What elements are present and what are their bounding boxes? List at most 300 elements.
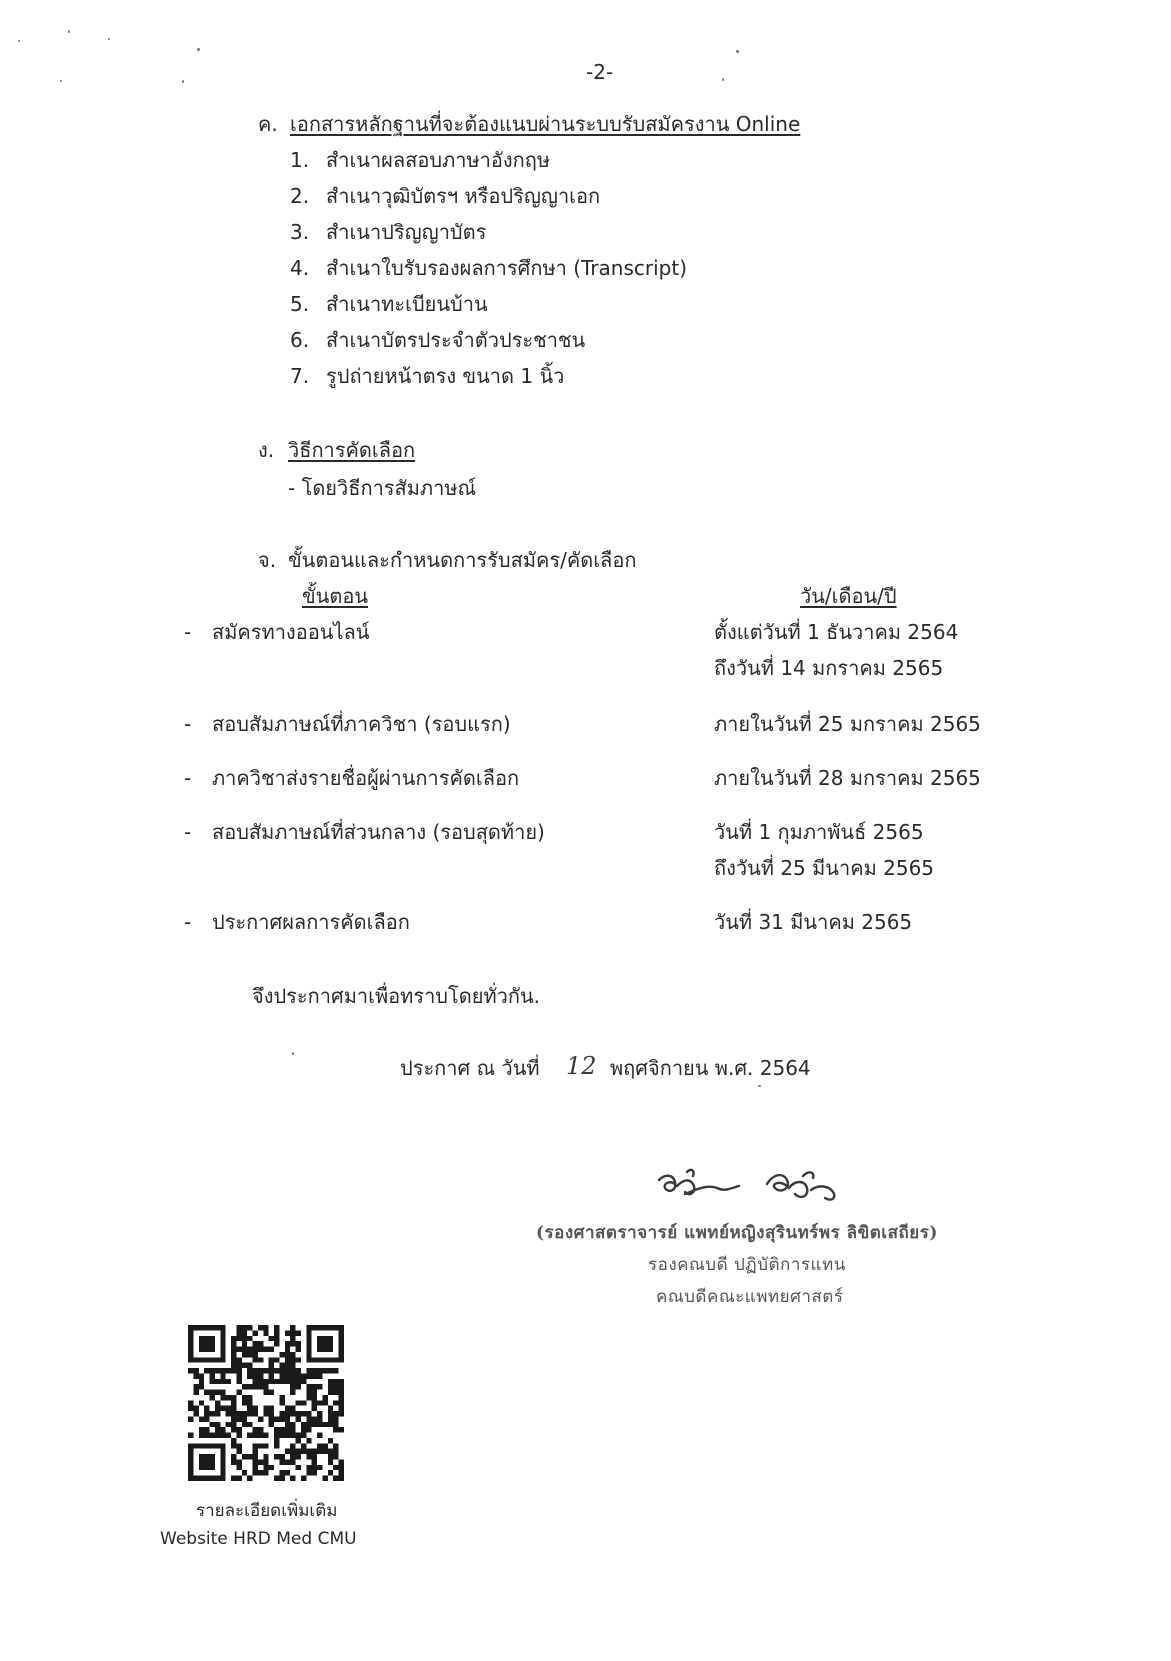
qr-module (339, 1470, 344, 1475)
qr-module (339, 1395, 344, 1400)
qr-module (199, 1433, 204, 1438)
qr-module (231, 1411, 236, 1416)
qr-module (242, 1363, 247, 1368)
qr-module (274, 1357, 279, 1362)
qr-module (242, 1400, 247, 1405)
qr-module (279, 1454, 284, 1459)
qr-module (247, 1406, 252, 1411)
qr-module (193, 1411, 198, 1416)
section-c-marker: ค. (258, 112, 278, 136)
qr-module (236, 1330, 241, 1335)
schedule-step: สมัครทางออนไลน์ (212, 620, 370, 644)
qr-module (215, 1368, 220, 1373)
qr-module (263, 1465, 268, 1470)
qr-module (290, 1454, 295, 1459)
qr-module (333, 1368, 338, 1373)
qr-module (312, 1368, 317, 1373)
qr-module (285, 1352, 290, 1357)
qr-module (231, 1427, 236, 1432)
qr-module (242, 1422, 247, 1427)
qr-module (215, 1379, 220, 1384)
qr-module (317, 1368, 322, 1373)
qr-module (258, 1347, 263, 1352)
qr-module (285, 1422, 290, 1427)
signature-stroke (811, 1186, 834, 1199)
qr-module (269, 1368, 274, 1373)
qr-module (296, 1438, 301, 1443)
qr-module (231, 1416, 236, 1421)
qr-module (253, 1470, 258, 1475)
qr-module (290, 1422, 295, 1427)
qr-caption-website: Website HRD Med CMU (160, 1529, 357, 1549)
qr-module (317, 1443, 322, 1448)
qr-module (312, 1459, 317, 1464)
qr-module (188, 1368, 193, 1373)
qr-module (312, 1416, 317, 1421)
qr-module (306, 1470, 311, 1475)
qr-module (231, 1476, 236, 1481)
qr-module (253, 1384, 258, 1389)
qr-module (236, 1411, 241, 1416)
qr-module (204, 1406, 209, 1411)
qr-module (317, 1411, 322, 1416)
qr-module (290, 1449, 295, 1454)
qr-module (301, 1433, 306, 1438)
qr-module (247, 1433, 252, 1438)
qr-module (258, 1379, 263, 1384)
qr-module (236, 1449, 241, 1454)
qr-module (258, 1341, 263, 1346)
qr-module (290, 1390, 295, 1395)
qr-module (279, 1400, 284, 1405)
qr-module (274, 1443, 279, 1448)
qr-module (296, 1449, 301, 1454)
qr-module (290, 1459, 295, 1464)
row-dash: - (184, 820, 192, 844)
qr-module (274, 1341, 279, 1346)
doc-item-text: สำเนาวุฒิบัตรฯ หรือปริญญาเอก (326, 184, 601, 208)
qr-module (210, 1390, 215, 1395)
schedule-date: ตั้งแต่วันที่ 1 ธันวาคม 2564 (714, 620, 959, 644)
qr-module (258, 1470, 263, 1475)
qr-module (274, 1433, 279, 1438)
qr-module (274, 1330, 279, 1335)
signature-stroke (803, 1172, 813, 1178)
qr-module (226, 1411, 231, 1416)
qr-module (193, 1368, 198, 1373)
qr-module (328, 1470, 333, 1475)
qr-module (263, 1411, 268, 1416)
qr-module (269, 1357, 274, 1362)
qr-module (231, 1400, 236, 1405)
schedule-step: ภาควิชาส่งรายชื่อผู้ผ่านการคัดเลือก (212, 766, 520, 790)
doc-item-number: 7. (290, 364, 310, 388)
qr-module (236, 1476, 241, 1481)
schedule-date: วันที่ 31 มีนาคม 2565 (714, 910, 913, 934)
qr-module (279, 1470, 284, 1475)
qr-module (242, 1352, 247, 1357)
qr-module (285, 1379, 290, 1384)
qr-module (290, 1373, 295, 1378)
doc-item-text: สำเนาใบรับรองผลการศึกษา (Transcript) (326, 256, 687, 280)
qr-module (317, 1433, 322, 1438)
qr-module (269, 1416, 274, 1421)
qr-module (317, 1416, 322, 1421)
qr-module (296, 1384, 301, 1389)
qr-module (236, 1427, 241, 1432)
qr-module (328, 1406, 333, 1411)
qr-module (269, 1422, 274, 1427)
qr-module (279, 1363, 284, 1368)
qr-module (290, 1384, 295, 1389)
qr-module (285, 1330, 290, 1335)
qr-module (269, 1406, 274, 1411)
doc-item-number: 4. (290, 256, 310, 280)
qr-module (290, 1411, 295, 1416)
section-e-marker: จ. (258, 548, 277, 572)
qr-module (306, 1390, 311, 1395)
qr-module (312, 1465, 317, 1470)
qr-module (231, 1459, 236, 1464)
schedule-step: ประกาศผลการคัดเลือก (212, 910, 410, 934)
scan-speck (722, 78, 724, 81)
qr-module (236, 1373, 241, 1378)
scan-speck (736, 50, 739, 53)
qr-module (296, 1341, 301, 1346)
qr-module (253, 1379, 258, 1384)
qr-module (258, 1325, 263, 1330)
qr-module (242, 1411, 247, 1416)
doc-item-number: 5. (290, 292, 310, 316)
scan-speck (108, 38, 110, 40)
qr-module (226, 1395, 231, 1400)
qr-module (285, 1347, 290, 1352)
qr-module (328, 1422, 333, 1427)
qr-module (204, 1368, 209, 1373)
qr-module (312, 1422, 317, 1427)
signatory-name: (รองศาสตราจารย์ แพทย์หญิงสุรินทร์พร ลิขิตเสถียร) (536, 1223, 938, 1243)
qr-module (220, 1368, 225, 1373)
qr-module (296, 1330, 301, 1335)
qr-module (263, 1443, 268, 1448)
qr-module (236, 1465, 241, 1470)
qr-module (210, 1379, 215, 1384)
qr-module (317, 1422, 322, 1427)
scan-speck (292, 1052, 294, 1055)
qr-module (274, 1325, 279, 1330)
qr-module (279, 1476, 284, 1481)
qr-module (193, 1373, 198, 1378)
qr-module (247, 1400, 252, 1405)
qr-module (210, 1422, 215, 1427)
qr-module (204, 1427, 209, 1432)
qr-module (242, 1470, 247, 1475)
qr-module (247, 1395, 252, 1400)
signatory-title: คณบดีคณะแพทยศาสตร์ (656, 1287, 844, 1307)
qr-module (263, 1459, 268, 1464)
qr-module (301, 1476, 306, 1481)
section-d-item: - โดยวิธีการสัมภาษณ์ (288, 476, 477, 500)
qr-module (296, 1379, 301, 1384)
qr-module (199, 1373, 204, 1378)
qr-module (263, 1433, 268, 1438)
qr-module (333, 1449, 338, 1454)
qr-code[interactable] (188, 1325, 344, 1481)
qr-module (296, 1347, 301, 1352)
qr-module (339, 1390, 344, 1395)
qr-module (301, 1400, 306, 1405)
qr-module (231, 1438, 236, 1443)
signature-stroke (767, 1175, 788, 1190)
qr-module (322, 1422, 327, 1427)
doc-item-number: 3. (290, 220, 310, 244)
qr-module (301, 1373, 306, 1378)
qr-module (253, 1433, 258, 1438)
qr-module (247, 1368, 252, 1373)
qr-module (279, 1459, 284, 1464)
qr-module (242, 1330, 247, 1335)
qr-module (253, 1352, 258, 1357)
qr-module (290, 1336, 295, 1341)
row-dash: - (184, 766, 192, 790)
announce-prefix: ประกาศ ณ วันที่ (400, 1056, 540, 1080)
qr-module (274, 1368, 279, 1373)
qr-module (258, 1368, 263, 1373)
qr-module (210, 1368, 215, 1373)
qr-module (322, 1400, 327, 1405)
qr-module (285, 1363, 290, 1368)
qr-module (253, 1427, 258, 1432)
qr-module (231, 1406, 236, 1411)
qr-module (269, 1336, 274, 1341)
qr-module (247, 1352, 252, 1357)
qr-module (279, 1427, 284, 1432)
schedule-date: ถึงวันที่ 14 มกราคม 2565 (714, 656, 944, 680)
qr-module (333, 1390, 338, 1395)
qr-module (231, 1422, 236, 1427)
qr-module (253, 1341, 258, 1346)
qr-module (231, 1395, 236, 1400)
qr-module (279, 1411, 284, 1416)
qr-module (236, 1416, 241, 1421)
qr-module (285, 1373, 290, 1378)
qr-module (301, 1422, 306, 1427)
qr-module (285, 1368, 290, 1373)
qr-module (263, 1379, 268, 1384)
qr-module (242, 1336, 247, 1341)
qr-module (231, 1341, 236, 1346)
qr-module (258, 1384, 263, 1389)
qr-module (236, 1443, 241, 1448)
qr-module (210, 1373, 215, 1378)
qr-module (215, 1427, 220, 1432)
qr-module (279, 1379, 284, 1384)
announce-day: 12 (566, 1052, 597, 1080)
qr-module (236, 1459, 241, 1464)
qr-module (220, 1406, 225, 1411)
qr-module (226, 1422, 231, 1427)
qr-module (290, 1476, 295, 1481)
qr-module (253, 1411, 258, 1416)
qr-module (312, 1400, 317, 1405)
signatory-title: รองคณบดี ปฏิบัติการแทน (648, 1255, 846, 1275)
qr-module (328, 1449, 333, 1454)
schedule-date: ถึงวันที่ 25 มีนาคม 2565 (714, 856, 935, 880)
qr-module (253, 1368, 258, 1373)
qr-module (253, 1454, 258, 1459)
qr-module (199, 1384, 204, 1389)
qr-module (317, 1373, 322, 1378)
qr-module (333, 1454, 338, 1459)
qr-module (339, 1476, 344, 1481)
qr-module (253, 1465, 258, 1470)
qr-module (274, 1379, 279, 1384)
qr-module (306, 1449, 311, 1454)
qr-module (274, 1454, 279, 1459)
qr-module (242, 1341, 247, 1346)
qr-module (312, 1454, 317, 1459)
qr-module (285, 1341, 290, 1346)
qr-module (247, 1384, 252, 1389)
qr-module (226, 1379, 231, 1384)
qr-module (236, 1325, 241, 1330)
qr-module (306, 1384, 311, 1389)
qr-module (290, 1341, 295, 1346)
qr-module (274, 1336, 279, 1341)
qr-module (290, 1352, 295, 1357)
qr-module (328, 1454, 333, 1459)
qr-module (258, 1443, 263, 1448)
qr-module (263, 1406, 268, 1411)
qr-module (247, 1325, 252, 1330)
qr-module (306, 1422, 311, 1427)
qr-module (306, 1373, 311, 1378)
qr-module (269, 1411, 274, 1416)
qr-module (312, 1395, 317, 1400)
qr-module (269, 1363, 274, 1368)
qr-module (285, 1357, 290, 1362)
qr-module (269, 1373, 274, 1378)
qr-module (220, 1379, 225, 1384)
schedule-step: สอบสัมภาษณ์ที่ส่วนกลาง (รอบสุดท้าย) (212, 820, 545, 844)
qr-module (322, 1449, 327, 1454)
qr-module (274, 1476, 279, 1481)
qr-module (333, 1443, 338, 1448)
doc-item-number: 6. (290, 328, 310, 352)
qr-module (253, 1406, 258, 1411)
scan-speck (182, 80, 184, 83)
qr-module (333, 1427, 338, 1432)
qr-module (220, 1373, 225, 1378)
row-dash: - (184, 712, 192, 736)
qr-module (328, 1379, 333, 1384)
qr-module (328, 1390, 333, 1395)
qr-module (296, 1454, 301, 1459)
schedule-step: สอบสัมภาษณ์ที่ภาควิชา (รอบแรก) (212, 712, 511, 736)
qr-module (236, 1363, 241, 1368)
signature-stroke (789, 1182, 807, 1197)
qr-module (301, 1379, 306, 1384)
qr-module (333, 1384, 338, 1389)
qr-module (247, 1373, 252, 1378)
qr-module (242, 1395, 247, 1400)
qr-module (258, 1433, 263, 1438)
qr-module (204, 1411, 209, 1416)
qr-module (301, 1443, 306, 1448)
section-e-heading: ขั้นตอนและกำหนดการรับสมัคร/คัดเลือก (288, 548, 637, 572)
qr-module (339, 1400, 344, 1405)
qr-module (333, 1422, 338, 1427)
qr-module (279, 1368, 284, 1373)
qr-module (285, 1406, 290, 1411)
page-number: -2- (586, 60, 614, 84)
qr-module (258, 1357, 263, 1362)
qr-module (279, 1395, 284, 1400)
qr-module (306, 1368, 311, 1373)
qr-module (322, 1476, 327, 1481)
qr-module (322, 1368, 327, 1373)
qr-module (306, 1465, 311, 1470)
qr-module (247, 1347, 252, 1352)
qr-module (296, 1373, 301, 1378)
qr-module (210, 1395, 215, 1400)
qr-module (253, 1347, 258, 1352)
qr-module (236, 1368, 241, 1373)
qr-module (226, 1406, 231, 1411)
qr-module (247, 1411, 252, 1416)
qr-module (242, 1416, 247, 1421)
qr-module (236, 1336, 241, 1341)
qr-module (263, 1347, 268, 1352)
doc-item-number: 2. (290, 184, 310, 208)
qr-module (296, 1416, 301, 1421)
qr-module (333, 1411, 338, 1416)
qr-module (226, 1433, 231, 1438)
qr-module (263, 1325, 268, 1330)
qr-module (290, 1330, 295, 1335)
qr-module (306, 1427, 311, 1432)
qr-module (242, 1347, 247, 1352)
qr-module (312, 1449, 317, 1454)
qr-module (199, 1427, 204, 1432)
doc-item-text: รูปถ่ายหน้าตรง ขนาด 1 นิ้ว (326, 364, 565, 388)
qr-module (339, 1465, 344, 1470)
qr-module (279, 1416, 284, 1421)
qr-module (263, 1330, 268, 1335)
signature-stroke (687, 1170, 694, 1176)
qr-module (263, 1384, 268, 1389)
qr-module (296, 1411, 301, 1416)
scan-speck (60, 80, 62, 82)
qr-module (258, 1416, 263, 1421)
qr-module (263, 1470, 268, 1475)
qr-module (263, 1390, 268, 1395)
qr-module (339, 1384, 344, 1389)
qr-caption: รายละเอียดเพิ่มเติม (196, 1501, 338, 1521)
qr-module (274, 1416, 279, 1421)
schedule-date: ภายในวันที่ 25 มกราคม 2565 (714, 712, 981, 736)
qr-module (312, 1373, 317, 1378)
qr-module (242, 1454, 247, 1459)
row-dash: - (184, 910, 192, 934)
qr-module (236, 1357, 241, 1362)
qr-module (306, 1416, 311, 1421)
qr-module (274, 1438, 279, 1443)
qr-module (193, 1384, 198, 1389)
qr-module (339, 1459, 344, 1464)
qr-module (269, 1379, 274, 1384)
qr-module (231, 1336, 236, 1341)
